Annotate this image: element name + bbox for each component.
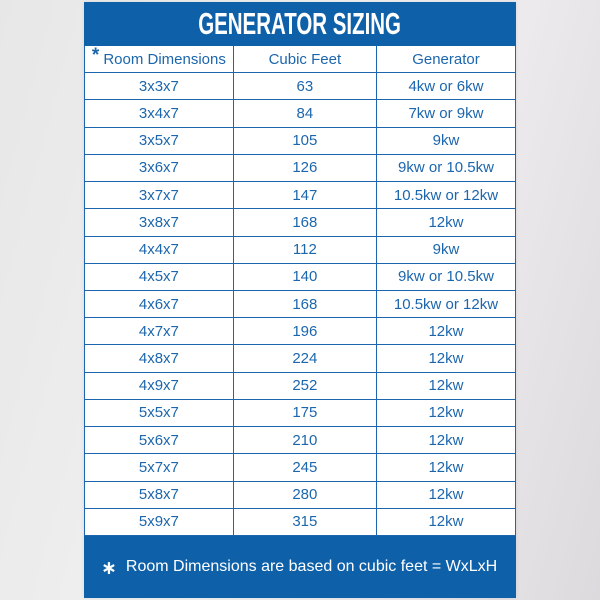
asterisk-marker: ∗: [101, 557, 117, 579]
room-dimensions-cell: 4x4x7: [85, 237, 234, 263]
cubic-feet-cell: 175: [234, 400, 377, 426]
cubic-feet-cell: 126: [234, 155, 377, 181]
table-row: [85, 400, 515, 427]
header-label-room-dimensions: Room Dimensions: [103, 50, 226, 68]
table-row: [85, 427, 515, 454]
room-dimensions-cell: 4x5x7: [85, 264, 234, 290]
room-dimensions-cell: 3x5x7: [85, 128, 234, 154]
generator-sizing-panel: [84, 2, 516, 598]
table-row: [85, 155, 515, 182]
footer-note: Room Dimensions are based on cubic feet = WxLxH: [125, 558, 498, 575]
room-dimensions-cell: 5x8x7: [85, 482, 234, 508]
table-row: [85, 237, 515, 264]
generator-cell: 12kw: [428, 322, 464, 340]
table-row: [85, 509, 515, 536]
room-dimensions-cell: 3x8x7: [85, 209, 234, 235]
room-dimensions-cell: 4x8x7: [85, 345, 234, 371]
generator-cell: 12kw: [428, 404, 464, 422]
generator-cell: 10.5kw or 12kw: [393, 295, 499, 313]
table-row: [85, 209, 515, 236]
table-row: [85, 291, 515, 318]
cubic-feet-cell: 105: [234, 128, 377, 154]
cubic-feet-cell: 147: [234, 182, 377, 208]
header-cell-generator: [377, 46, 515, 72]
cubic-feet-cell: 245: [234, 454, 377, 480]
page-title: GENERATOR SIZING: [198, 6, 402, 41]
cubic-feet-cell: 168: [234, 291, 377, 317]
header-cell-cubic-feet: [234, 46, 377, 72]
table-row: [85, 373, 515, 400]
cubic-feet-cell: 84: [234, 100, 377, 126]
header-label-cubic-feet: Cubic Feet: [268, 50, 342, 68]
footer-note-band: [84, 536, 516, 598]
generator-cell: 4kw or 6kw: [408, 77, 484, 95]
cubic-feet-cell: 112: [234, 237, 377, 263]
cubic-feet-cell: 315: [234, 509, 377, 535]
cubic-feet-cell: 63: [234, 73, 377, 99]
table-row: [85, 128, 515, 155]
cubic-feet-cell: 280: [234, 482, 377, 508]
room-dimensions-cell: 3x6x7: [85, 155, 234, 181]
cubic-feet-cell: 140: [234, 264, 377, 290]
generator-cell: 12kw: [428, 513, 464, 531]
generator-cell: 12kw: [428, 458, 464, 476]
generator-cell: 9kw or 10.5kw: [398, 268, 494, 286]
room-dimensions-cell: 5x7x7: [85, 454, 234, 480]
table-row: [85, 182, 515, 209]
table-row: [85, 100, 515, 127]
room-dimensions-cell: 5x6x7: [85, 427, 234, 453]
table-row: [85, 482, 515, 509]
room-dimensions-cell: 3x4x7: [85, 100, 234, 126]
table-row: [85, 73, 515, 100]
generator-cell: 12kw: [428, 377, 464, 395]
room-dimensions-cell: 3x7x7: [85, 182, 234, 208]
table-header-row: [85, 46, 515, 73]
generator-cell: 9kw: [432, 241, 460, 259]
room-dimensions-cell: 4x9x7: [85, 373, 234, 399]
generator-cell: 12kw: [428, 486, 464, 504]
header-label-generator: Generator: [412, 50, 480, 68]
cubic-feet-cell: 168: [234, 209, 377, 235]
table-row: [85, 454, 515, 481]
generator-cell: 12kw: [428, 213, 464, 231]
room-dimensions-cell: 3x3x7: [85, 73, 234, 99]
generator-cell: 7kw or 9kw: [408, 105, 484, 123]
room-dimensions-cell: 4x6x7: [85, 291, 234, 317]
room-dimensions-cell: 4x7x7: [85, 318, 234, 344]
table-row: [85, 318, 515, 345]
generator-cell: 9kw or 10.5kw: [398, 159, 494, 177]
cubic-feet-cell: 210: [234, 427, 377, 453]
generator-cell: 9kw: [432, 132, 460, 150]
title-banner: [84, 2, 516, 46]
asterisk-marker: *: [91, 46, 100, 67]
generator-cell: 12kw: [428, 431, 464, 449]
cubic-feet-cell: 196: [234, 318, 377, 344]
generator-cell: 12kw: [428, 350, 464, 368]
table-row: [85, 264, 515, 291]
generator-cell: 10.5kw or 12kw: [393, 186, 499, 204]
room-dimensions-cell: 5x9x7: [85, 509, 234, 535]
cubic-feet-cell: 252: [234, 373, 377, 399]
sizing-table: [84, 46, 516, 536]
room-dimensions-cell: 5x5x7: [85, 400, 234, 426]
header-cell-room-dimensions: [85, 46, 234, 72]
table-row: [85, 345, 515, 372]
cubic-feet-cell: 224: [234, 345, 377, 371]
